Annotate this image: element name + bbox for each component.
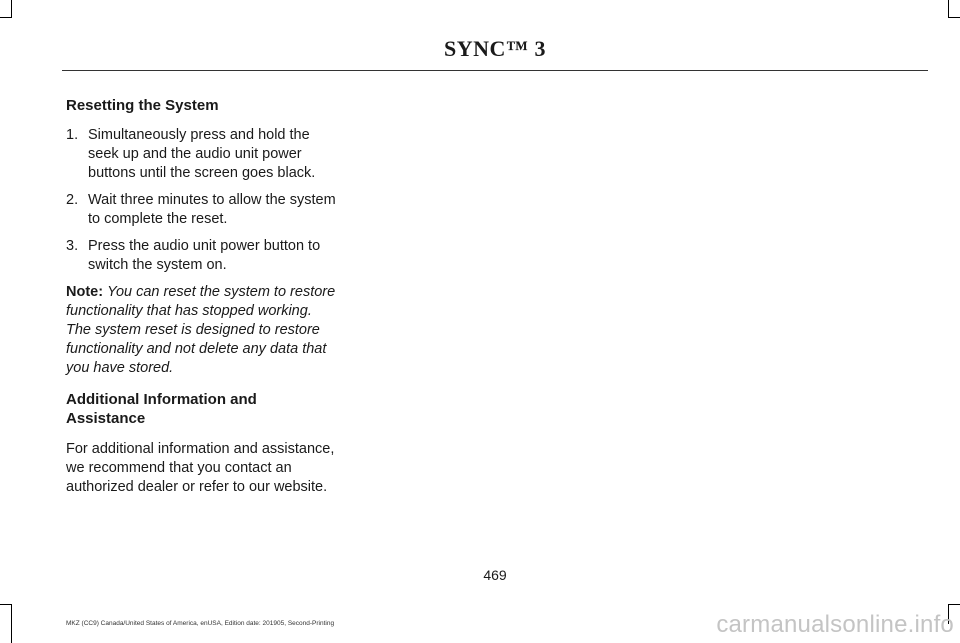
step-text: Wait three minutes to allow the system to complete the reset. — [88, 192, 336, 227]
page-number: 469 — [483, 567, 507, 583]
step-text: Press the audio unit power button to switch the system on. — [88, 238, 321, 273]
crop-mark-top-left-h — [0, 17, 12, 18]
section-heading-resetting: Resetting the System — [66, 97, 219, 114]
list-item — [66, 126, 338, 183]
crop-mark-bottom-left-h — [0, 604, 12, 605]
step-number: 3. — [66, 238, 79, 254]
note-text: You can reset the system to restore functionality that has stopped working. The system reset is designed to restore functionality and not delete any data that you have stored. — [66, 284, 336, 376]
main-content — [66, 96, 338, 497]
crop-mark-top-right-v — [948, 0, 949, 18]
reset-steps-list — [66, 126, 338, 275]
watermark-logo: carmanualsonline.info — [716, 611, 954, 638]
list-item — [66, 237, 338, 275]
crop-mark-top-right-h — [948, 17, 960, 18]
step-number: 1. — [66, 127, 79, 143]
section-heading-additional-info: Additional Information and Assistance — [66, 391, 257, 427]
crop-mark-bottom-left-v — [11, 604, 12, 643]
list-item — [66, 191, 338, 229]
step-number: 2. — [66, 192, 79, 208]
crop-mark-top-left-v — [11, 0, 12, 18]
additional-info-paragraph: For additional information and assistance, we recommend that you contact an authorized dealer or refer to our website. — [66, 441, 335, 495]
step-text: Simultaneously press and hold the seek up and the audio unit power buttons until the screen goes black. — [88, 127, 316, 181]
crop-mark-bottom-right-h — [948, 604, 960, 605]
page-header-title: SYNC™ 3 — [444, 36, 546, 61]
note-paragraph — [66, 283, 338, 378]
header-divider — [62, 70, 928, 71]
edition-footer: MKZ (CC9) Canada/United States of America, enUSA, Edition date: 201905, Second-Printing — [66, 620, 335, 627]
note-label: Note: — [66, 284, 104, 300]
